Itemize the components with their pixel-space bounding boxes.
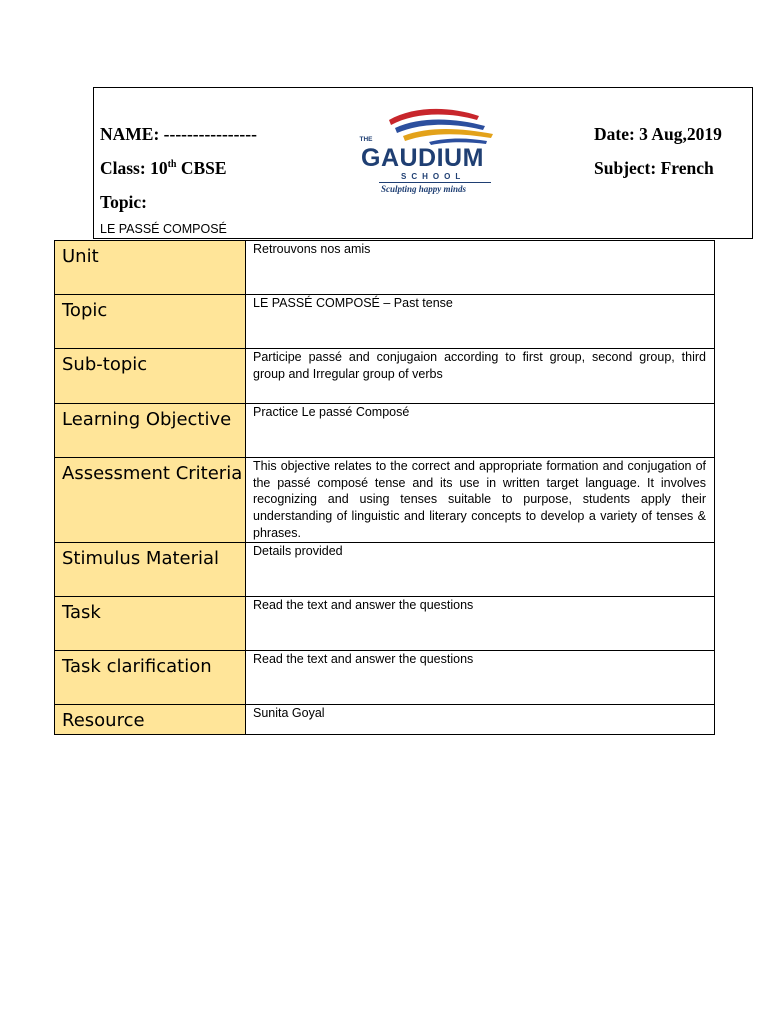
row-value: Read the text and answer the questions (246, 596, 715, 650)
logo-school-word: SCHOOL (401, 172, 466, 181)
row-label: Topic (55, 295, 246, 349)
logo-tagline: Sculpting happy minds (381, 184, 467, 194)
row-value: LE PASSÉ COMPOSÉ – Past tense (246, 295, 715, 349)
table-row (55, 704, 715, 734)
date-field: Date: 3 Aug,2019 (594, 124, 722, 144)
topic-label: Topic: (100, 192, 148, 212)
row-label: Stimulus Material (55, 542, 246, 596)
row-label: Sub-topic (55, 349, 246, 404)
logo-swoosh-icon (369, 104, 509, 146)
table-row (55, 650, 715, 704)
row-value: Sunita Goyal (246, 704, 715, 734)
lesson-plan-table (54, 240, 715, 735)
logo-the-text: THE (359, 136, 373, 143)
row-label: Unit (55, 241, 246, 295)
table-row (55, 295, 715, 349)
class-prefix: Class: 10 (100, 158, 168, 178)
row-label: Assessment Criteria (55, 458, 246, 543)
subject-field: Subject: French (594, 158, 714, 178)
row-value: Read the text and answer the questions (246, 650, 715, 704)
row-label: Learning Objective (55, 404, 246, 458)
class-field (100, 158, 227, 179)
row-label: Resource (55, 704, 246, 734)
logo-divider (379, 182, 491, 183)
class-suffix: CBSE (176, 158, 227, 178)
logo-school-name: GAUDIUM (361, 144, 484, 172)
table-row (55, 404, 715, 458)
table-row (55, 596, 715, 650)
row-value: This objective relates to the correct and appropriate formation and conjugation of the passé composé tense and its use in written target language. It involves recognizing and using tenses suitable to purpose, students apply their understanding of linguistic and literary concepts to develop a variety of tenses & phrases. (246, 458, 715, 543)
row-label: Task (55, 596, 246, 650)
table-row (55, 349, 715, 404)
header-box (93, 87, 753, 239)
row-value: Practice Le passé Composé (246, 404, 715, 458)
row-value: Participe passé and conjugaion according to first group, second group, third group and Irregular group of verbs (246, 349, 715, 404)
row-label: Task clarification (55, 650, 246, 704)
table-row (55, 458, 715, 543)
table-row (55, 241, 715, 295)
row-value: Details provided (246, 542, 715, 596)
topic-value: LE PASSÉ COMPOSÉ (100, 222, 227, 236)
school-logo (339, 96, 539, 206)
name-field: NAME: ---------------- (100, 124, 257, 144)
row-value: Retrouvons nos amis (246, 241, 715, 295)
table-row (55, 542, 715, 596)
class-superscript: th (167, 159, 177, 171)
